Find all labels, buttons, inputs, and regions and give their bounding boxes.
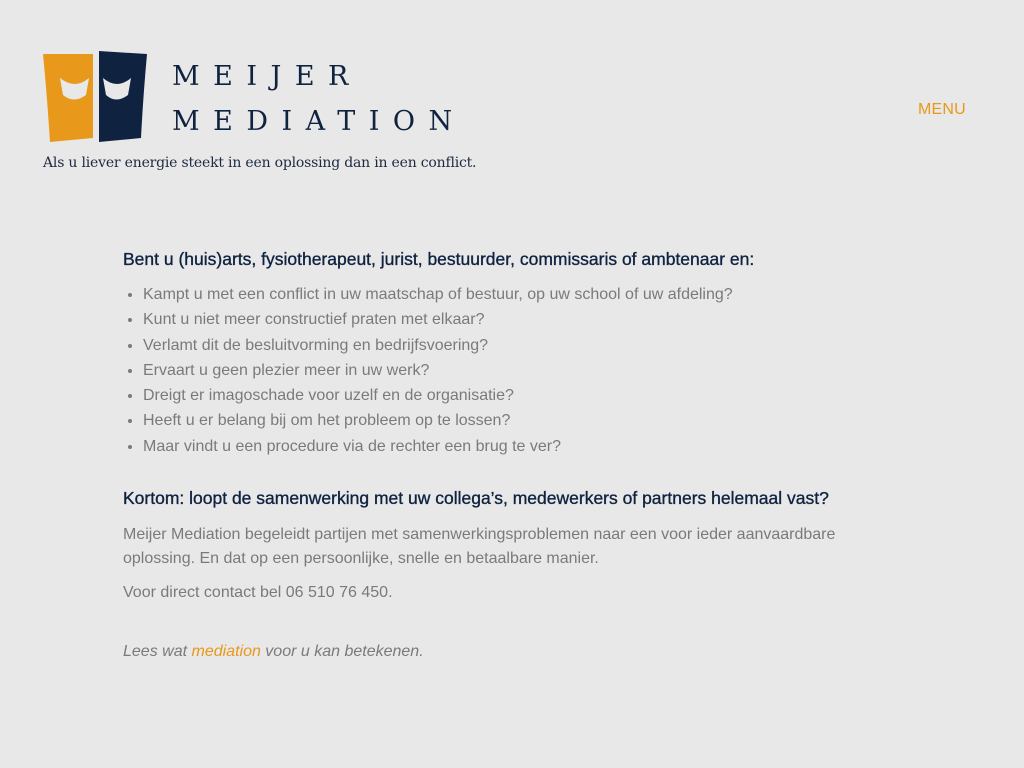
list-item: • Kampt u met een conflict in uw maatschap of bestuur, op uw school of uw afdeling? [143,282,903,307]
list-item: • Ervaart u geen plezier meer in uw werk? [143,358,903,383]
menu-button[interactable]: MENU [918,101,966,118]
read-more-suffix: voor u kan betekenen. [260,643,424,661]
logo-name-line1: MEIJER [172,61,362,92]
list-item: • Dreigt er imagoschade voor uzelf en de organisatie? [143,383,903,408]
section-heading-audience: Bent u (huis)arts, fysiotherapeut, jurist, bestuurder, commissaris of ambtenaar en: [123,249,755,269]
logo-name-line2: MEDIATION [172,106,466,137]
mediation-link[interactable]: mediation [191,643,261,661]
list-item: • Heeft u er belang bij om het probleem op te lossen? [143,408,903,433]
tagline: Als u liever energie steekt in een oplossing dan in een conflict. [43,155,477,171]
list-item: • Kunt u niet meer constructief praten met elkaar? [143,307,903,332]
question-list [123,282,903,459]
section-heading-summary: Kortom: loopt de samenwerking met uw collega’s, medewerkers of partners helemaal vast? [123,488,829,509]
list-item: • Verlamt dit de besluitvorming en bedrijfsvoering? [143,333,903,358]
logo-link[interactable] [43,50,473,142]
logo-mark-icon [43,50,149,142]
read-more-paragraph [123,640,903,664]
contact-paragraph: Voor direct contact bel 06 510 76 450. [123,584,393,602]
list-item: • Maar vindt u een procedure via de rechter een brug te ver? [143,434,903,459]
main-content [123,247,903,664]
logo-wordmark [172,54,466,144]
intro-paragraph: Meijer Mediation begeleidt partijen met samenwerkingsproblemen naar een voor ieder aanvaardbare oplossing. En dat op een persoonlijke, snelle en betaalbare manier. [123,526,836,568]
read-more-prefix: Lees wat [123,643,192,661]
